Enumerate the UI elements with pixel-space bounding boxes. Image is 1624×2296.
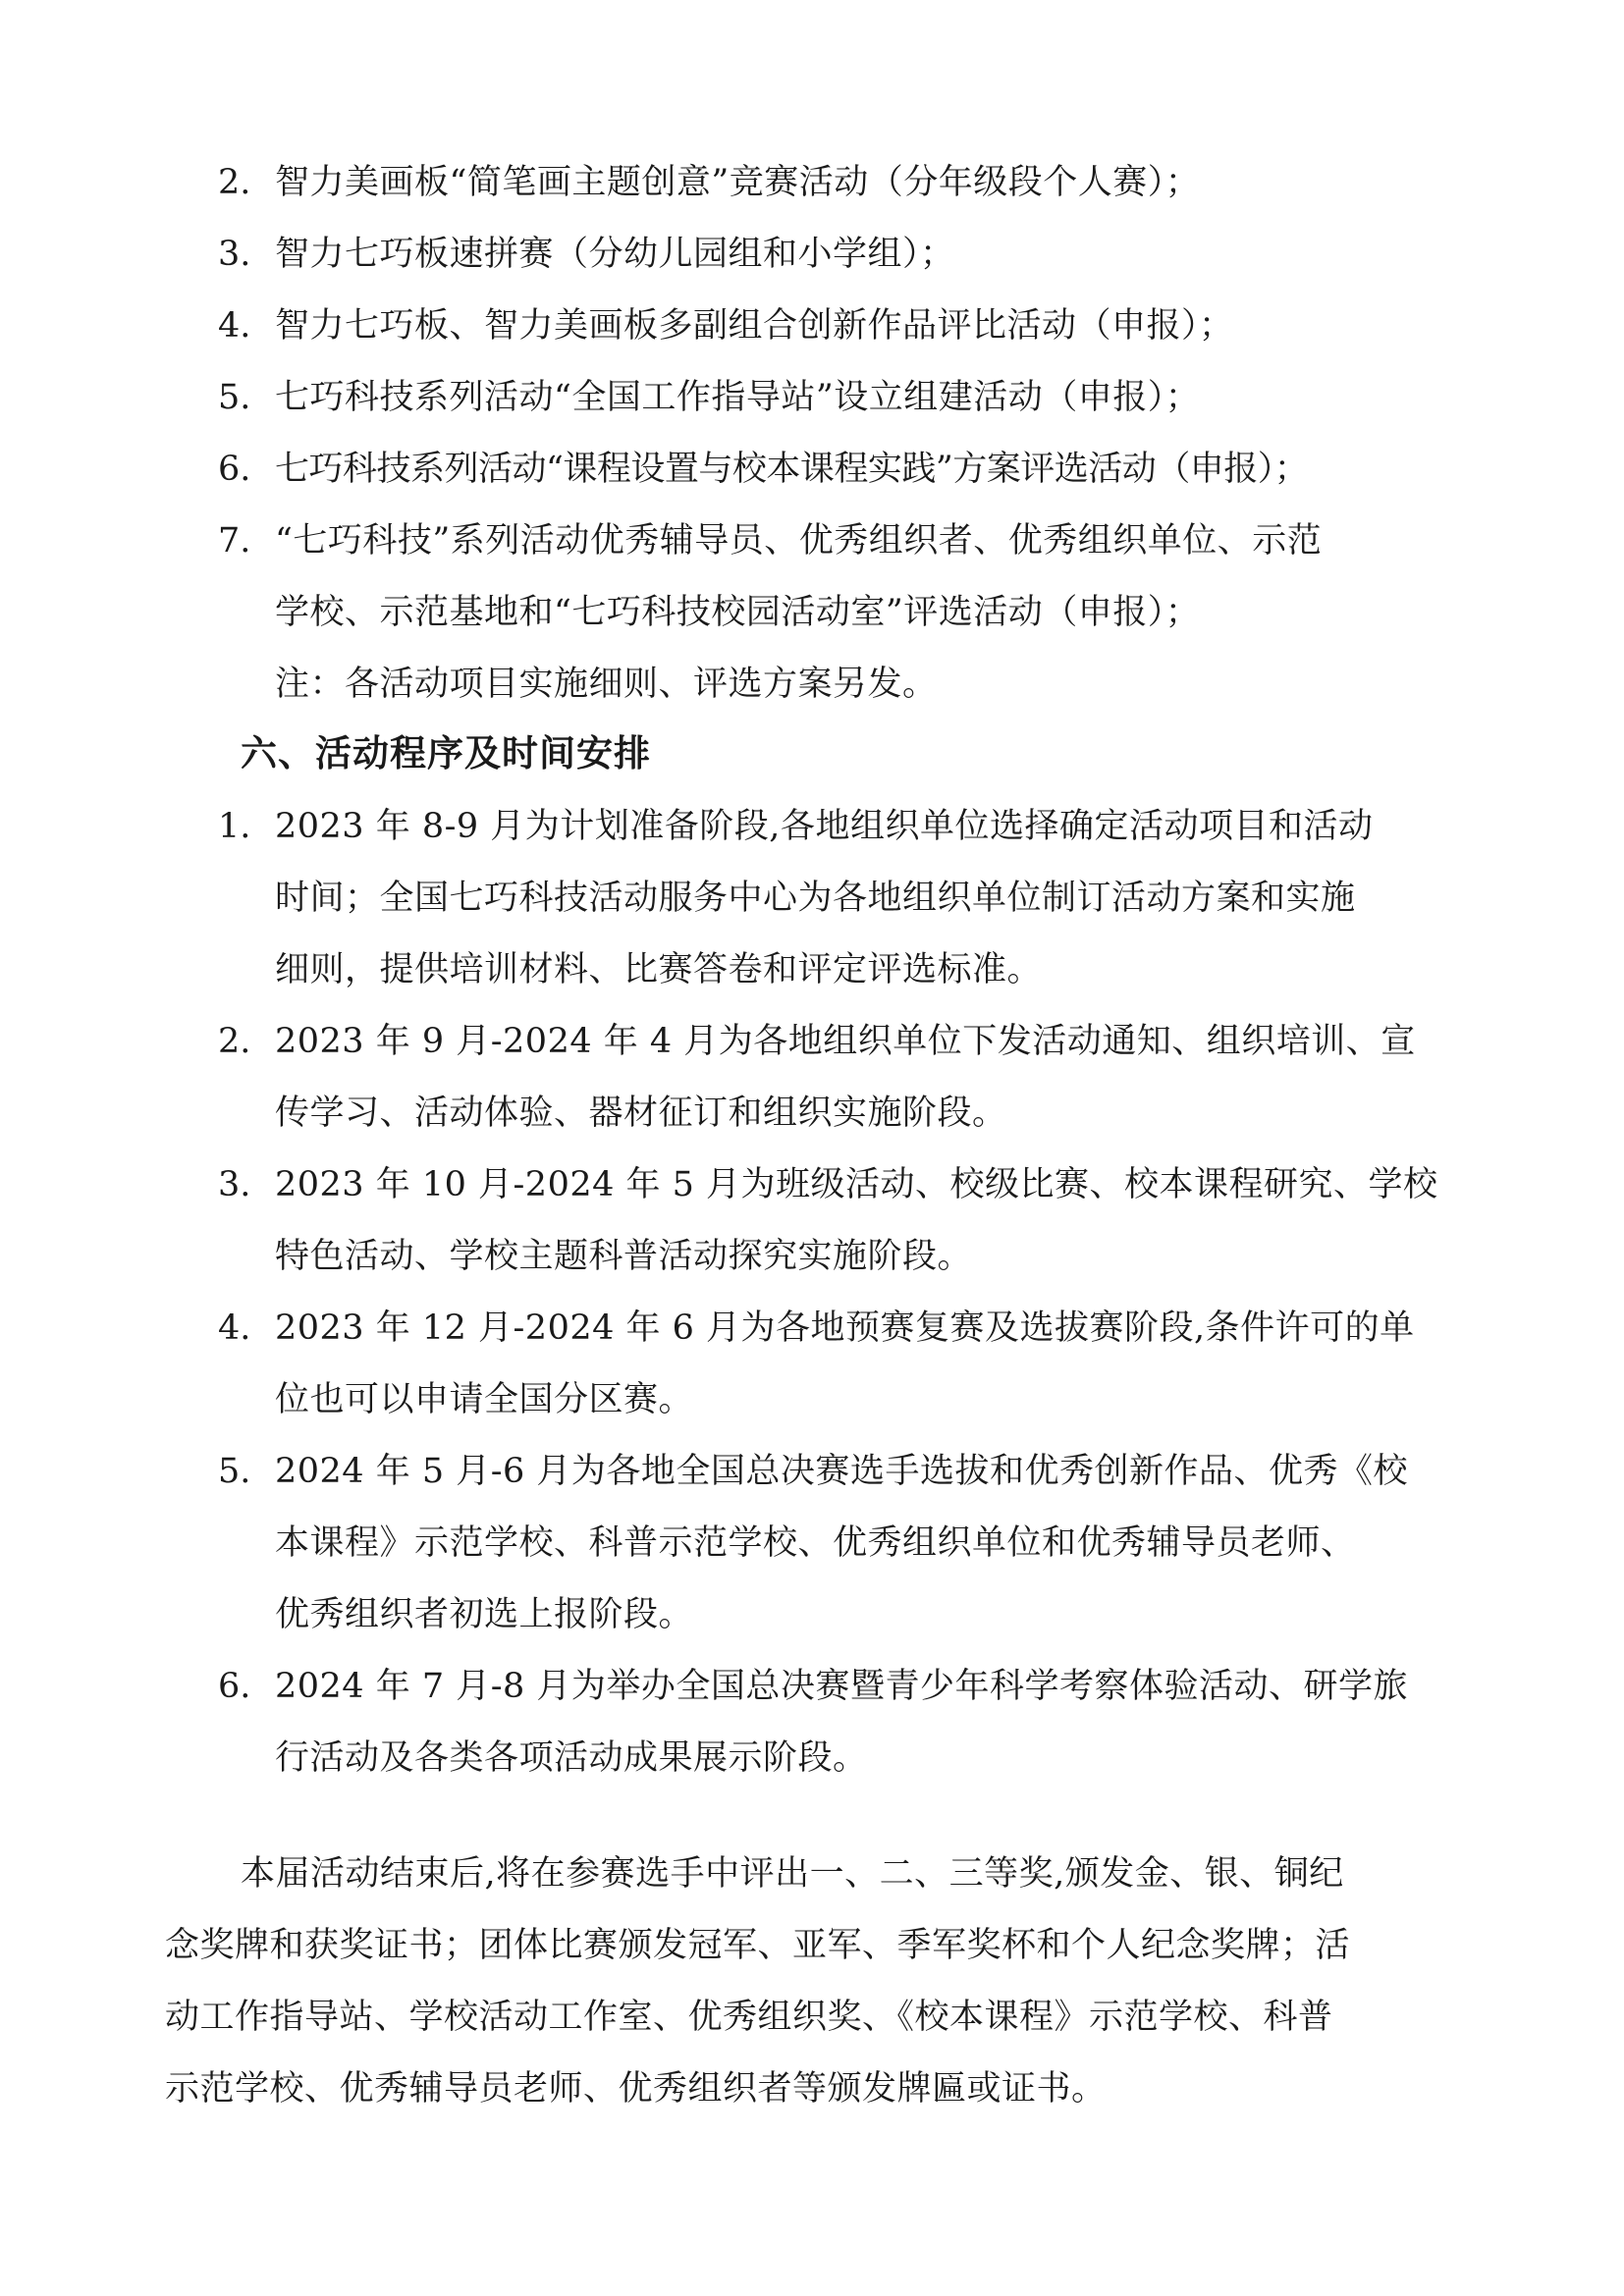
list1-item-2-line: 智力美画板“简笔画主题创意”竞赛活动（分年级段个人赛）； (275, 163, 1201, 202)
closing-paragraph-line-3: 动工作指导站、学校活动工作室、优秀组织奖、《校本课程》示范学校、科普 (165, 1998, 1333, 2037)
list2-item-2-line-2: 传学习、活动体验、器材征订和组织实施阶段。 (275, 1094, 1007, 1133)
list2-item-5-line-2: 本课程》示范学校、科普示范学校、优秀组织单位和优秀辅导员老师、 (275, 1523, 1356, 1563)
list2-item-4-number: 4. (218, 1308, 251, 1348)
list2-item-2-number: 2. (218, 1022, 251, 1061)
list1-item-4-number: 4. (218, 306, 251, 346)
list2-item-6-number: 6. (218, 1667, 251, 1706)
list1-item-3-number: 3. (218, 235, 251, 274)
list1-item-6-number: 6. (218, 450, 251, 489)
closing-paragraph-line-4: 示范学校、优秀辅导员老师、优秀组织者等颁发牌匾或证书。 (165, 2069, 1107, 2109)
list2-item-5-line-3: 优秀组织者初选上报阶段。 (275, 1595, 694, 1634)
list1-item-6-line: 七巧科技系列活动“课程设置与校本课程实践”方案评选活动（申报）； (275, 450, 1309, 489)
list2-item-1-line-1: 2023 年 8-9 月为计划准备阶段,各地组织单位选择确定活动项目和活动 (275, 807, 1374, 846)
list2-item-3-number: 3. (218, 1165, 251, 1204)
list1-item-4-line: 智力七巧板、智力美画板多副组合创新作品评比活动（申报）； (275, 306, 1234, 346)
list1-item-5-line: 七巧科技系列活动“全国工作指导站”设立组建活动（申报）； (275, 378, 1201, 417)
list1-item-7-line-2: 学校、示范基地和“七巧科技校园活动室”评选活动（申报）； (275, 593, 1201, 632)
list2-item-1-number: 1. (218, 807, 251, 846)
list1-item-3-line: 智力七巧板速拼赛（分幼儿园组和小学组）； (275, 235, 955, 274)
list2-item-5-line-1: 2024 年 5 月-6 月为各地全国总决赛选手选拔和优秀创新作品、优秀《校 (275, 1452, 1408, 1491)
list1-item-2-number: 2. (218, 163, 251, 202)
section-heading: 六、活动程序及时间安排 (241, 732, 651, 774)
list2-item-6-line-1: 2024 年 7 月-8 月为举办全国总决赛暨青少年科学考察体验活动、研学旅 (275, 1667, 1408, 1706)
list2-item-2-line-1: 2023 年 9 月-2024 年 4 月为各地组织单位下发活动通知、组织培训、宣 (275, 1022, 1416, 1061)
list2-item-3-line-1: 2023 年 10 月-2024 年 5 月为班级活动、校级比赛、校本课程研究、学校 (275, 1165, 1438, 1204)
closing-paragraph-line-2: 念奖牌和获奖证书；团体比赛颁发冠军、亚军、季军奖杯和个人纪念奖牌；活 (165, 1926, 1351, 1965)
list1-item-7-line-1: “七巧科技”系列活动优秀辅导员、优秀组织者、优秀组织单位、示范 (275, 521, 1323, 561)
list2-item-4-line-2: 位也可以申请全国分区赛。 (275, 1380, 694, 1419)
note-line: 注：各活动项目实施细则、评选方案另发。 (275, 665, 938, 704)
list2-item-3-line-2: 特色活动、学校主题科普活动探究实施阶段。 (275, 1237, 973, 1276)
list2-item-1-line-2: 时间；全国七巧科技活动服务中心为各地组织单位制订活动方案和实施 (275, 879, 1356, 918)
list2-item-4-line-1: 2023 年 12 月-2024 年 6 月为各地预赛复赛及选拔赛阶段,条件许可的单 (275, 1308, 1415, 1348)
closing-paragraph-line-1: 本届活动结束后,将在参赛选手中评出一、二、三等奖,颁发金、银、铜纪 (241, 1854, 1344, 1894)
list2-item-5-number: 5. (218, 1452, 251, 1491)
list1-item-7-number: 7. (218, 521, 251, 561)
list1-item-5-number: 5. (218, 378, 251, 417)
list2-item-6-line-2: 行活动及各类各项活动成果展示阶段。 (275, 1738, 868, 1778)
list2-item-1-line-3: 细则，提供培训材料、比赛答卷和评定评选标准。 (275, 950, 1043, 989)
